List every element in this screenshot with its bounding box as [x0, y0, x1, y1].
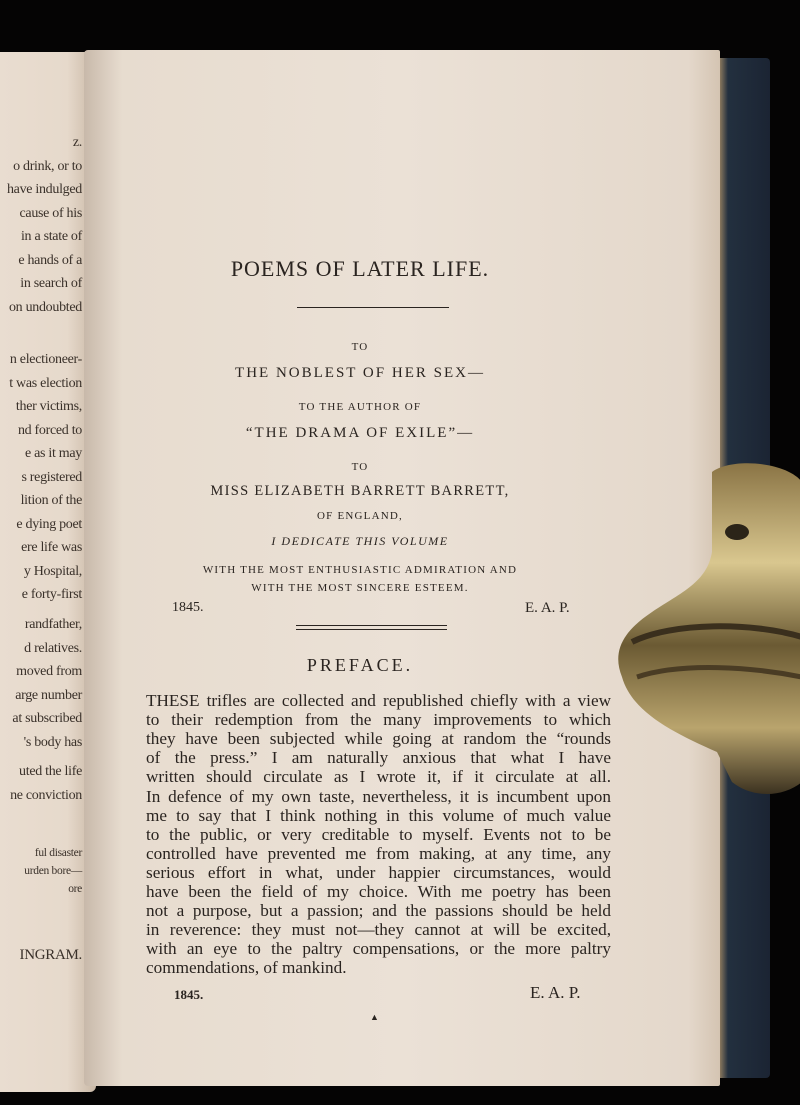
dedication-line-5: OF ENGLAND,: [317, 510, 403, 522]
left-page-line: ther victims,: [15, 399, 82, 414]
signature-mark: ▲: [370, 1012, 379, 1022]
left-page-line: uted the life: [19, 764, 82, 779]
preface-line: of the press.” I am naturally anxious that what I have: [146, 748, 611, 768]
left-page-line: have indulged: [6, 182, 82, 197]
brass-page-clip: [612, 462, 800, 798]
dedication-line-1: THE NOBLEST OF HER SEX—: [235, 365, 485, 381]
left-page-line: arge number: [15, 687, 82, 703]
preface-line: with an eye to the paltry compensations, or the more paltry: [146, 939, 611, 959]
left-page-line: e forty-first: [21, 587, 82, 602]
preface-heading: PREFACE.: [306, 655, 414, 675]
preface-line: THESE trifles are collected and republished chiefly with a view: [146, 691, 611, 710]
preface-line: written should circulate as I wrote it, if it circulate at all.: [146, 767, 611, 787]
left-page-line: t was election: [9, 375, 82, 391]
preface-line: not a purpose, but a passion; and the passions should be held: [146, 901, 611, 921]
left-page-line: d relatives.: [24, 640, 82, 656]
left-page-line: e as it may: [25, 446, 82, 461]
double-rule-bottom: [296, 629, 447, 630]
dedication-year: 1845.: [172, 600, 204, 615]
dedication-line-3: “THE DRAMA OF EXILE”—: [245, 425, 475, 441]
left-page-signature: INGRAM.: [19, 947, 82, 963]
preface-initials: E. A. P.: [530, 983, 581, 1002]
left-page-line: moved from: [16, 664, 82, 679]
page-title: POEMS OF LATER LIFE.: [230, 256, 490, 281]
left-page-line: z.: [72, 135, 82, 150]
title-rule: [297, 307, 449, 308]
preface-line: they have been subjected while going at random the “rounds: [146, 729, 611, 749]
preface-line: serious effort in what, under happier circumstances, would: [146, 862, 611, 882]
left-page-line: ere life was: [21, 540, 82, 555]
double-rule-top: [296, 625, 447, 626]
preface-line: in reverence: they must not—they cannot at will be excited,: [146, 920, 611, 940]
dedication-line-4: MISS ELIZABETH BARRETT BARRETT,: [210, 483, 510, 499]
preface-line: have been the field of my choice. With me poetry has been: [146, 882, 611, 901]
left-page-line: randfather,: [24, 617, 82, 632]
preface-line: commendations, of mankind.: [146, 958, 347, 978]
dedication-line-8: WITH THE MOST SINCERE ESTEEM.: [251, 582, 469, 594]
preface-year: 1845.: [174, 987, 204, 1002]
dedication-initials: E. A. P.: [525, 600, 570, 616]
dedication-line-7: WITH THE MOST ENTHUSIASTIC ADMIRATION AND: [202, 564, 518, 576]
left-page-line: ore: [68, 883, 82, 895]
preface-line: me to say that I think nothing in this volume of much value: [146, 805, 611, 825]
left-page-line: on undoubted: [8, 299, 82, 315]
preface-line: In defence of my own taste, nevertheless, it is incumbent upon: [146, 786, 611, 806]
left-page-line: lition of the: [20, 493, 82, 508]
preface-line: to the public, or very creditable to myself. Events not to be: [146, 824, 611, 844]
left-page-line: n electioneer-: [9, 352, 82, 367]
dedication-line-6: I DEDICATE THIS VOLUME: [271, 534, 449, 548]
left-page-line: ne conviction: [10, 787, 82, 803]
preface-line: to their redemption from the many improvements to which: [146, 710, 611, 730]
left-page-line: s registered: [21, 469, 82, 485]
left-page-line: e dying poet: [16, 516, 82, 532]
preface-line: controlled have prevented me from making, at any time, any: [146, 843, 611, 863]
left-page-line: o drink, or to: [13, 158, 82, 174]
left-page-line: at subscribed: [12, 711, 82, 726]
left-page-line: e hands of a: [18, 252, 82, 268]
left-page-line: y Hospital,: [23, 563, 82, 579]
left-page-line: in search of: [20, 276, 82, 291]
left-page-line: 's body has: [23, 734, 82, 750]
left-page-line: ful disaster: [34, 847, 82, 859]
dedication-to-1: TO: [351, 341, 369, 353]
dedication-to-2: TO: [351, 461, 369, 473]
left-page-line: urden bore—: [24, 865, 82, 877]
left-page-line: cause of his: [19, 205, 82, 221]
dedication-line-2: TO THE AUTHOR OF: [298, 401, 422, 413]
left-page-line: nd forced to: [17, 422, 82, 438]
left-page-line: in a state of: [20, 229, 82, 244]
